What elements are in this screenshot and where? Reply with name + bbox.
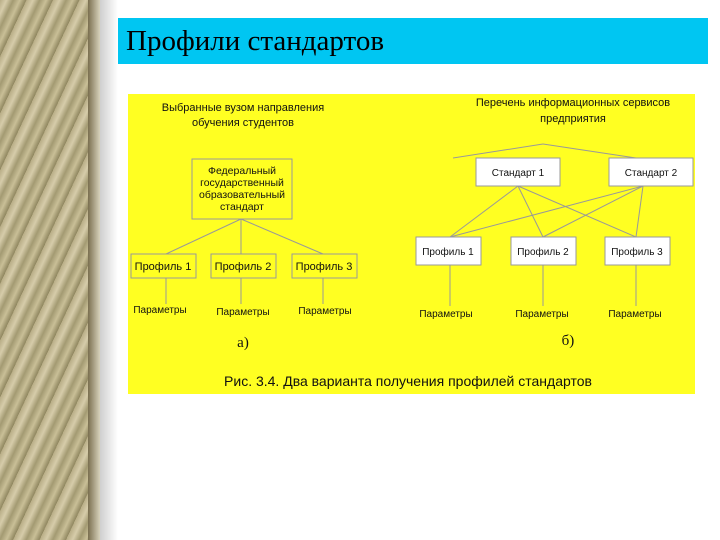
line-b-header-s1 <box>453 144 543 158</box>
title-bar <box>118 18 708 64</box>
line-b-header-s2 <box>543 144 636 158</box>
b-profile-2-label: Профиль 2 <box>517 247 569 258</box>
line-b-s1-p2 <box>518 186 543 237</box>
line-b-s2-p3 <box>636 186 643 237</box>
a-params-1: Параметры <box>133 305 187 316</box>
a-label: а) <box>237 335 249 351</box>
slide-title: Профили стандартов <box>126 25 385 57</box>
b-params-2: Параметры <box>515 309 569 320</box>
b-params-3: Параметры <box>608 309 662 320</box>
line-b-s2-p2 <box>543 186 643 237</box>
line-b-s2-p1 <box>450 186 643 237</box>
a-header-line2: обучения студентов <box>191 117 295 129</box>
sidebar-shadow <box>100 0 118 540</box>
decorative-sidebar <box>0 0 100 540</box>
a-root-line3: образовательный <box>198 189 286 201</box>
a-profile-2-label: Профиль 2 <box>214 261 272 273</box>
a-root-line1: Федеральный <box>207 165 277 177</box>
b-label: б) <box>561 333 575 349</box>
a-root-line4: стандарт <box>220 201 264 213</box>
a-profile-1-label: Профиль 1 <box>134 261 192 273</box>
a-root-line2: государственный <box>200 177 284 189</box>
line-a-root-p1 <box>166 219 241 254</box>
a-params-3: Параметры <box>298 306 352 317</box>
b-profile-1-label: Профиль 1 <box>422 247 474 258</box>
line-a-root-p3 <box>241 219 323 254</box>
a-params-2: Параметры <box>216 307 270 318</box>
b-header-line1: Перечень информационных сервисов <box>475 97 671 109</box>
figure-panel <box>128 94 695 394</box>
b-standard-2-label: Стандарт 2 <box>624 168 678 179</box>
diagram-svg <box>128 94 695 394</box>
b-standard-1-label: Стандарт 1 <box>491 168 545 179</box>
a-profile-3-label: Профиль 3 <box>295 261 353 273</box>
line-b-s1-p3 <box>518 186 636 237</box>
b-profile-3-label: Профиль 3 <box>611 247 663 258</box>
a-header-line1: Выбранные вузом направления <box>161 102 325 114</box>
line-b-s1-p1 <box>450 186 518 237</box>
figure-caption: Рис. 3.4. Два варианта получения профилей стандартов <box>224 373 592 389</box>
b-header-line2: предприятия <box>540 113 606 125</box>
b-params-1: Параметры <box>419 309 473 320</box>
